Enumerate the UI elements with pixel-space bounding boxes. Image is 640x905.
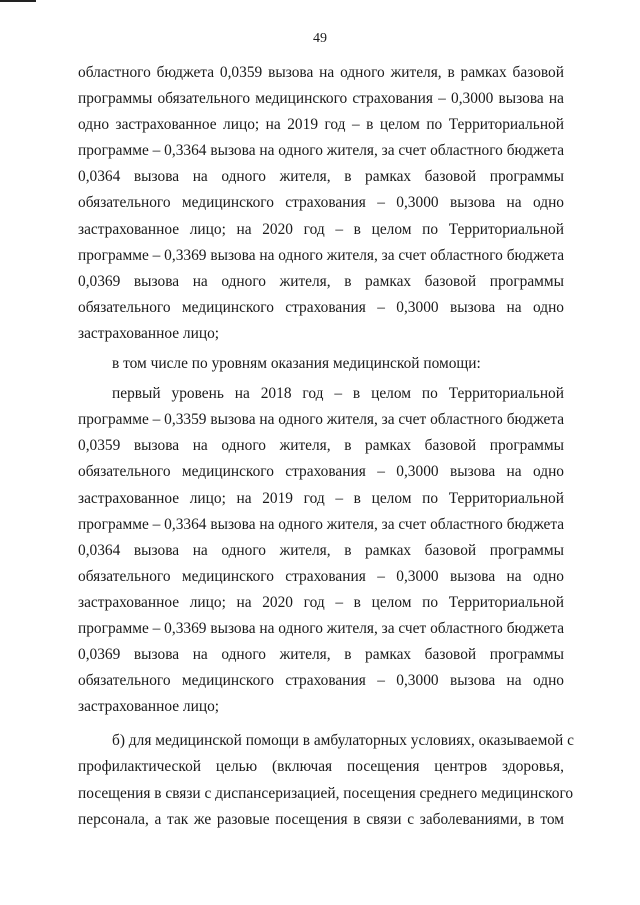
paragraph-2 xyxy=(78,351,564,377)
text-line: обязательного медицинского страхования – 0,3000 вызова на одно xyxy=(78,463,564,481)
text-line: программы обязательного медицинского страхования – 0,3000 вызова на xyxy=(78,90,564,108)
text-line: первый уровень на 2018 год – в целом по Территориальной xyxy=(112,385,564,403)
text-line: областного бюджета 0,0359 вызова на одного жителя, в рамках базовой xyxy=(78,64,564,81)
text-line: обязательного медицинского страхования – 0,3000 вызова на одно xyxy=(78,672,564,690)
text-line: 0,0369 вызова на одного жителя, в рамках базовой программы xyxy=(78,646,564,664)
text-line: застрахованное лицо; на 2020 год – в целом по Территориальной xyxy=(78,220,564,238)
text-line: 0,0364 вызова на одного жителя, в рамках базовой программы xyxy=(78,168,564,186)
text-line: застрахованное лицо; на 2020 год – в целом по Территориальной xyxy=(78,593,564,611)
text-line: программе – 0,3369 вызова на одного жителя, за счет областного бюджета xyxy=(78,619,565,637)
text-line: программе – 0,3369 вызова на одного жителя, за счет областного бюджета xyxy=(78,246,565,264)
text-line: застрахованное лицо; на 2019 год – в целом по Территориальной xyxy=(78,489,564,507)
page-number: 49 xyxy=(313,31,327,46)
paragraph-4 xyxy=(78,728,574,832)
text-line: посещения в связи с диспансеризацией, посещения среднего медицинского xyxy=(78,784,574,802)
text-line: одно застрахованное лицо; на 2019 год – в целом по Территориальной xyxy=(78,116,564,134)
text-line: профилактической целью (включая посещения центров здоровья, xyxy=(78,758,564,776)
text-line: программе – 0,3364 вызова на одного жителя, за счет областного бюджета xyxy=(78,515,565,533)
text-line: программе – 0,3364 вызова на одного жителя, за счет областного бюджета xyxy=(78,142,565,160)
text-line: персонала, а так же разовые посещения в связи с заболеваниями, в том xyxy=(78,810,564,828)
text-line: обязательного медицинского страхования – 0,3000 вызова на одно xyxy=(78,194,564,212)
text-line: застрахованное лицо; xyxy=(78,698,220,716)
text-line: программе – 0,3359 вызова на одного жителя, за счет областного бюджета xyxy=(78,411,565,429)
text-line: 0,0369 вызова на одного жителя, в рамках базовой программы xyxy=(78,272,564,290)
paragraph-1 xyxy=(78,60,564,347)
document-body xyxy=(78,60,574,833)
text-line: обязательного медицинского страхования – 0,3000 вызова на одно xyxy=(78,298,564,316)
text-line: застрахованное лицо; xyxy=(78,324,220,342)
scan-edge-mark xyxy=(0,0,36,2)
text-line: в том числе по уровням оказания медицинской помощи: xyxy=(112,355,481,373)
paragraph-3 xyxy=(78,381,564,720)
text-line: 0,0364 вызова на одного жителя, в рамках базовой программы xyxy=(78,541,564,559)
text-line: обязательного медицинского страхования – 0,3000 вызова на одно xyxy=(78,567,564,585)
text-line: 0,0359 вызова на одного жителя, в рамках базовой программы xyxy=(78,437,564,455)
text-line: б) для медицинской помощи в амбулаторных условиях, оказываемой с xyxy=(112,732,574,750)
